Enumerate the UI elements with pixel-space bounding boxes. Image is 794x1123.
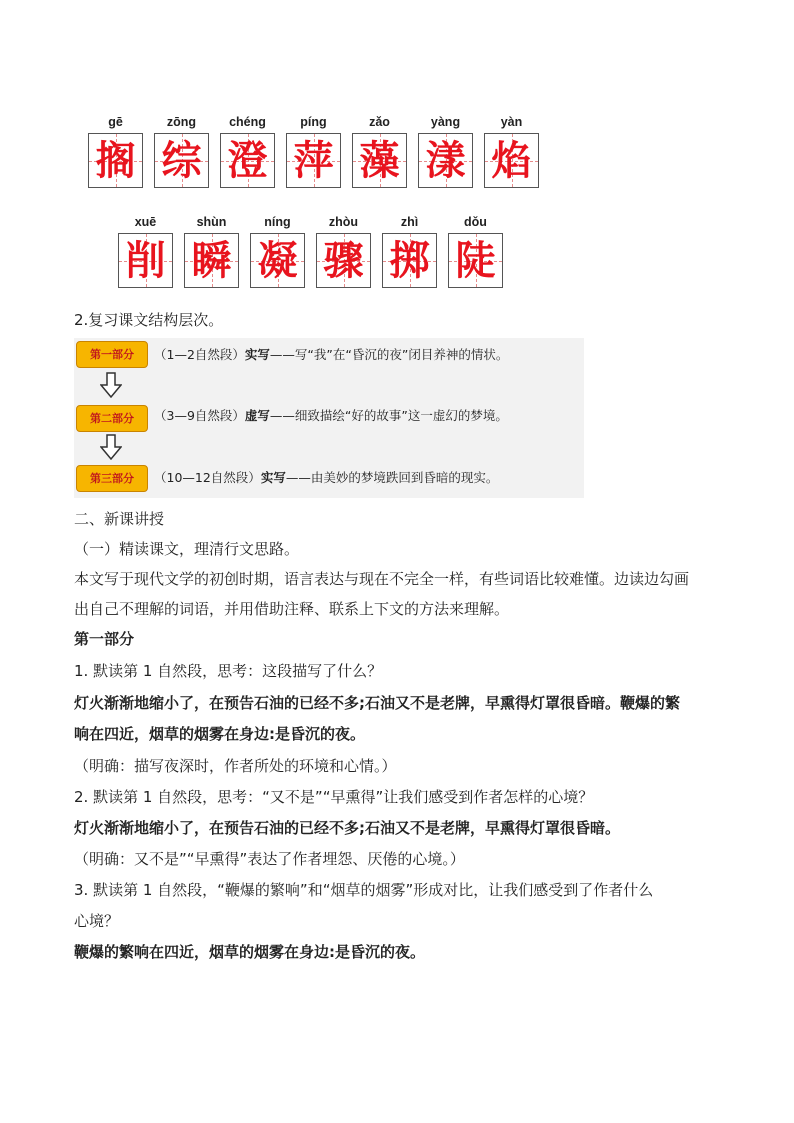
pinyin: shùn — [196, 215, 227, 229]
tianzige-box — [418, 133, 473, 188]
section-heading: 二、新课讲授 — [74, 510, 165, 528]
part-description — [154, 345, 508, 363]
char-cell — [154, 113, 209, 188]
review-heading: 2.复习课文结构层次。 — [74, 311, 224, 329]
pinyin: zhòu — [328, 215, 359, 229]
down-arrow-icon — [100, 434, 122, 460]
part-kind: 实写 — [260, 470, 286, 485]
hanzi: 掷 — [389, 236, 430, 284]
question: 3. 默读第 1 自然段，“鞭爆的繁响”和“烟草的烟雾”形成对比，让我们感受到了作者什么 — [74, 881, 654, 899]
hanzi: 萍 — [293, 136, 334, 184]
pinyin: zōng — [166, 115, 197, 129]
pinyin: píng — [300, 115, 327, 129]
pinyin: yàn — [500, 115, 523, 129]
char-cell — [286, 113, 341, 188]
intro-paragraph-line: 本文写于现代文学的初创时期，语言表达与现在不完全一样，有些词语比较难懂。边读边勾画 — [74, 570, 690, 588]
part-desc: ——由美妙的梦境跌回到昏暗的现实。 — [285, 470, 499, 485]
quote: 灯火渐渐地缩小了，在预告石油的已经不多;石油又不是老牌，早熏得灯罩很昏暗。 — [74, 819, 621, 837]
char-cell — [88, 113, 143, 188]
tianzige-box — [484, 133, 539, 188]
pinyin: yàng — [430, 115, 461, 129]
answer: （明确：又不是”“早熏得”表达了作者埋怨、厌倦的心境。） — [74, 850, 465, 868]
part-tag: 第二部分 — [76, 405, 148, 432]
tianzige-box — [88, 133, 143, 188]
part-range: （1—2自然段） — [154, 347, 245, 362]
hanzi: 骤 — [323, 236, 364, 284]
hanzi: 综 — [161, 136, 202, 184]
part-range: （3—9自然段） — [154, 408, 245, 423]
tianzige-box — [250, 233, 305, 288]
char-cell — [250, 213, 305, 288]
char-cell — [352, 113, 407, 188]
pinyin: xuē — [134, 215, 157, 229]
question: 心境？ — [74, 912, 120, 930]
char-cell — [184, 213, 239, 288]
intro-paragraph-line: 出自己不理解的词语，并用借助注释、联系上下文的方法来理解。 — [74, 600, 510, 618]
hanzi: 瞬 — [191, 236, 232, 284]
char-cell — [382, 213, 437, 288]
hanzi: 焰 — [491, 136, 532, 184]
part-desc: ——写“我”在“昏沉的夜”闭目养神的情状。 — [269, 347, 509, 362]
tianzige-box — [316, 233, 371, 288]
char-cell — [316, 213, 371, 288]
tianzige-box — [448, 233, 503, 288]
char-cell — [118, 213, 173, 288]
char-cell — [484, 113, 539, 188]
part-heading: 第一部分 — [74, 630, 135, 648]
hanzi: 搁 — [95, 136, 136, 184]
part-description — [154, 406, 508, 424]
tianzige-box — [352, 133, 407, 188]
hanzi: 凝 — [257, 236, 298, 284]
quote: 灯火渐渐地缩小了，在预告石油的已经不多;石油又不是老牌，早熏得灯罩很昏暗。鞭爆的繁 — [74, 694, 681, 712]
part-kind: 虚写 — [244, 408, 270, 423]
answer: （明确：描写夜深时，作者所处的环境和心情。） — [74, 757, 397, 775]
quote: 响在四近，烟草的烟雾在身边:是昏沉的夜。 — [74, 725, 366, 743]
part-range: （10—12自然段） — [154, 470, 261, 485]
tianzige-box — [184, 233, 239, 288]
quote: 鞭爆的繁响在四近，烟草的烟雾在身边:是昏沉的夜。 — [74, 943, 426, 961]
char-cell — [220, 113, 275, 188]
pinyin: níng — [264, 215, 291, 229]
hanzi: 陡 — [455, 236, 496, 284]
char-cell — [418, 113, 473, 188]
tianzige-box — [154, 133, 209, 188]
tianzige-box — [382, 233, 437, 288]
question: 2. 默读第 1 自然段，思考：“又不是”“早熏得”让我们感受到作者怎样的心境？ — [74, 788, 594, 806]
hanzi: 削 — [125, 236, 166, 284]
part-desc: ——细致描绘“好的故事”这一虚幻的梦境。 — [269, 408, 508, 423]
subsection-heading: （一）精读课文，理清行文思路。 — [74, 540, 300, 558]
question: 1. 默读第 1 自然段，思考：这段描写了什么？ — [74, 662, 383, 680]
tianzige-box — [286, 133, 341, 188]
tianzige-box — [220, 133, 275, 188]
pinyin: zhì — [400, 215, 419, 229]
pinyin: chéng — [229, 115, 266, 129]
hanzi: 澄 — [227, 136, 268, 184]
hanzi: 漾 — [425, 136, 466, 184]
pinyin: dǒu — [464, 215, 487, 229]
down-arrow-icon — [100, 372, 122, 398]
hanzi: 藻 — [359, 136, 400, 184]
pinyin: zǎo — [369, 115, 390, 129]
char-cell — [448, 213, 503, 288]
pinyin: gē — [108, 115, 123, 129]
structure-diagram — [74, 338, 584, 498]
character-row-2 — [118, 213, 514, 288]
character-row-1 — [88, 113, 550, 188]
part-kind: 实写 — [244, 347, 270, 362]
part-tag: 第一部分 — [76, 341, 148, 368]
tianzige-box — [118, 233, 173, 288]
part-tag: 第三部分 — [76, 465, 148, 492]
part-description — [154, 468, 498, 486]
